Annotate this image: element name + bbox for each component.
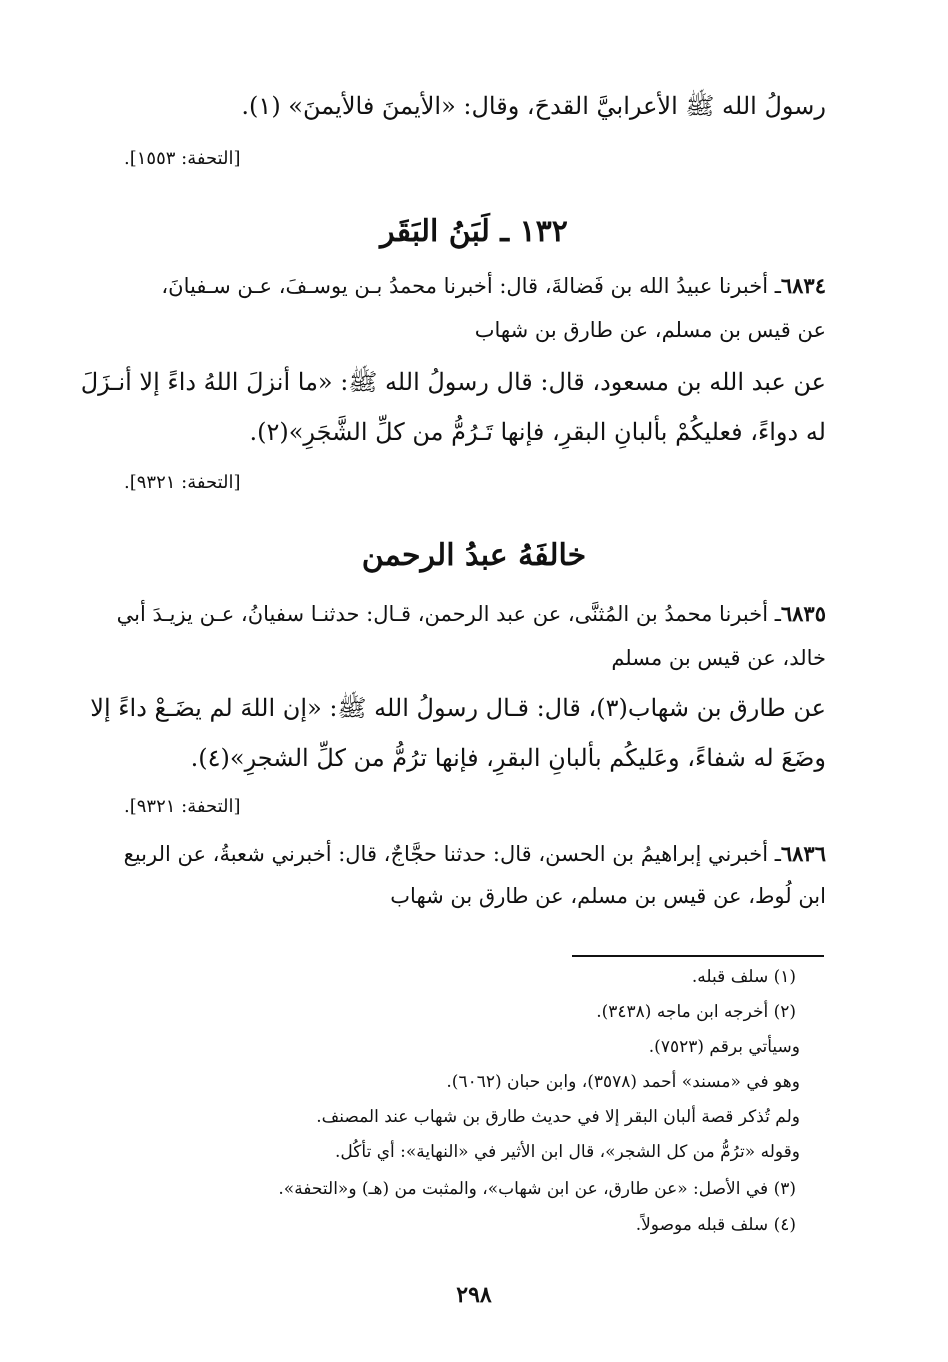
hadith-6835-chain-line-2: خالد، عن قيس بن مسلم — [611, 646, 826, 670]
hadith-6834-chain-line-1 — [110, 268, 826, 304]
page-number: ٢٩٨ — [456, 1282, 492, 1308]
hadith-6835-text-line-1: عن طارق بن شهاب(٣)، قال: قـال رسولُ الله ﷺ: «إن اللهَ لم يضَـعْ داءً إلا — [90, 694, 826, 722]
tuhfa-reference: [التحفة: ٩٣٢١]. — [124, 472, 241, 493]
hadith-6834-text-line-1: عن عبد الله بن مسعود، قال: قال رسولُ الله ﷺ: «ما أنزلَ اللهُ داءً إلا أنـزَلَ — [80, 368, 826, 396]
sub-heading: خالفَهُ عبدُ الرحمن — [361, 538, 587, 573]
hadith-chain-text: ـ أخبرنا عبيدُ الله بن فَضالةَ، قال: أخبرنا محمدُ بـن يوسـفَ، عـن سـفيانَ، — [161, 274, 781, 298]
hadith-6836-chain-line-1 — [110, 836, 826, 872]
hadith-6834-chain-line-2: عن قيس بن مسلم، عن طارق بن شهاب — [474, 318, 826, 342]
hadith-number: ٦٨٣٥ — [780, 601, 826, 626]
footnote: وهو في «مسند» أحمد (٣٥٧٨)، وابن حبان (٦٠٦٢). — [446, 1072, 800, 1092]
tuhfa-reference: [التحفة: ١٥٥٣]. — [124, 148, 241, 169]
chapter-heading: ١٣٢ ـ لَبَنُ البَقَر — [380, 214, 568, 249]
hadith-6836-chain-line-2: ابن لُوط، عن قيس بن مسلم، عن طارق بن شهاب — [390, 884, 826, 908]
footnote: (٣) في الأصل: «عن طارق، عن ابن شهاب»، والمثبت من (هـ) و«التحفة». — [278, 1179, 796, 1199]
footnote: (٢) أخرجه ابن ماجه (٣٤٣٨). — [596, 1002, 796, 1022]
hadith-number: ٦٨٣٤ — [780, 273, 826, 298]
tuhfa-reference: [التحفة: ٩٣٢١]. — [124, 796, 241, 817]
footnote: وقوله «ترُمُّ من كل الشجر»، قال ابن الأثير في «النهاية»: أي تأكُل. — [335, 1142, 800, 1162]
footnote: (٤) سلف قبله موصولاً. — [635, 1215, 796, 1235]
hadith-6835-chain-line-1 — [110, 596, 826, 632]
footnote: (١) سلف قبله. — [691, 967, 796, 987]
footnote-divider — [572, 955, 824, 957]
footnote: ولم تُذكر قصة ألبان البقر إلا في حديث طارق بن شهاب عند المصنف. — [316, 1107, 800, 1127]
hadith-chain-text: ـ أخبرنا محمدُ بن المُثنَّى، عن عبد الرحمن، قـال: حدثنـا سفيانُ، عـن يزيـدَ أبي — [116, 602, 781, 626]
hadith-chain-text: ـ أخبرني إبراهيمُ بن الحسن، قال: حدثنا حجَّاجٌ، قال: أخبرني شعبةُ، عن الربيع — [123, 842, 781, 866]
hadith-number: ٦٨٣٦ — [780, 841, 826, 866]
footnote: وسيأتي برقم (٧٥٢٣). — [648, 1037, 800, 1057]
top-line: رسولُ الله ﷺ الأعرابيَّ القدحَ، وقال: «الأيمنَ فالأيمنَ» (١). — [241, 92, 826, 120]
hadith-6835-text-line-2: وضَعَ له شفاءً، وعَليكُم بألبانِ البقرِ، فإنها ترُمُّ من كلِّ الشجرِ»(٤). — [190, 744, 826, 772]
hadith-6834-text-line-2: له دواءً، فعليكُمْ بألبانِ البقرِ، فإنها تَـرُمُّ من كلِّ الشَّجَرِ»(٢). — [249, 418, 826, 446]
